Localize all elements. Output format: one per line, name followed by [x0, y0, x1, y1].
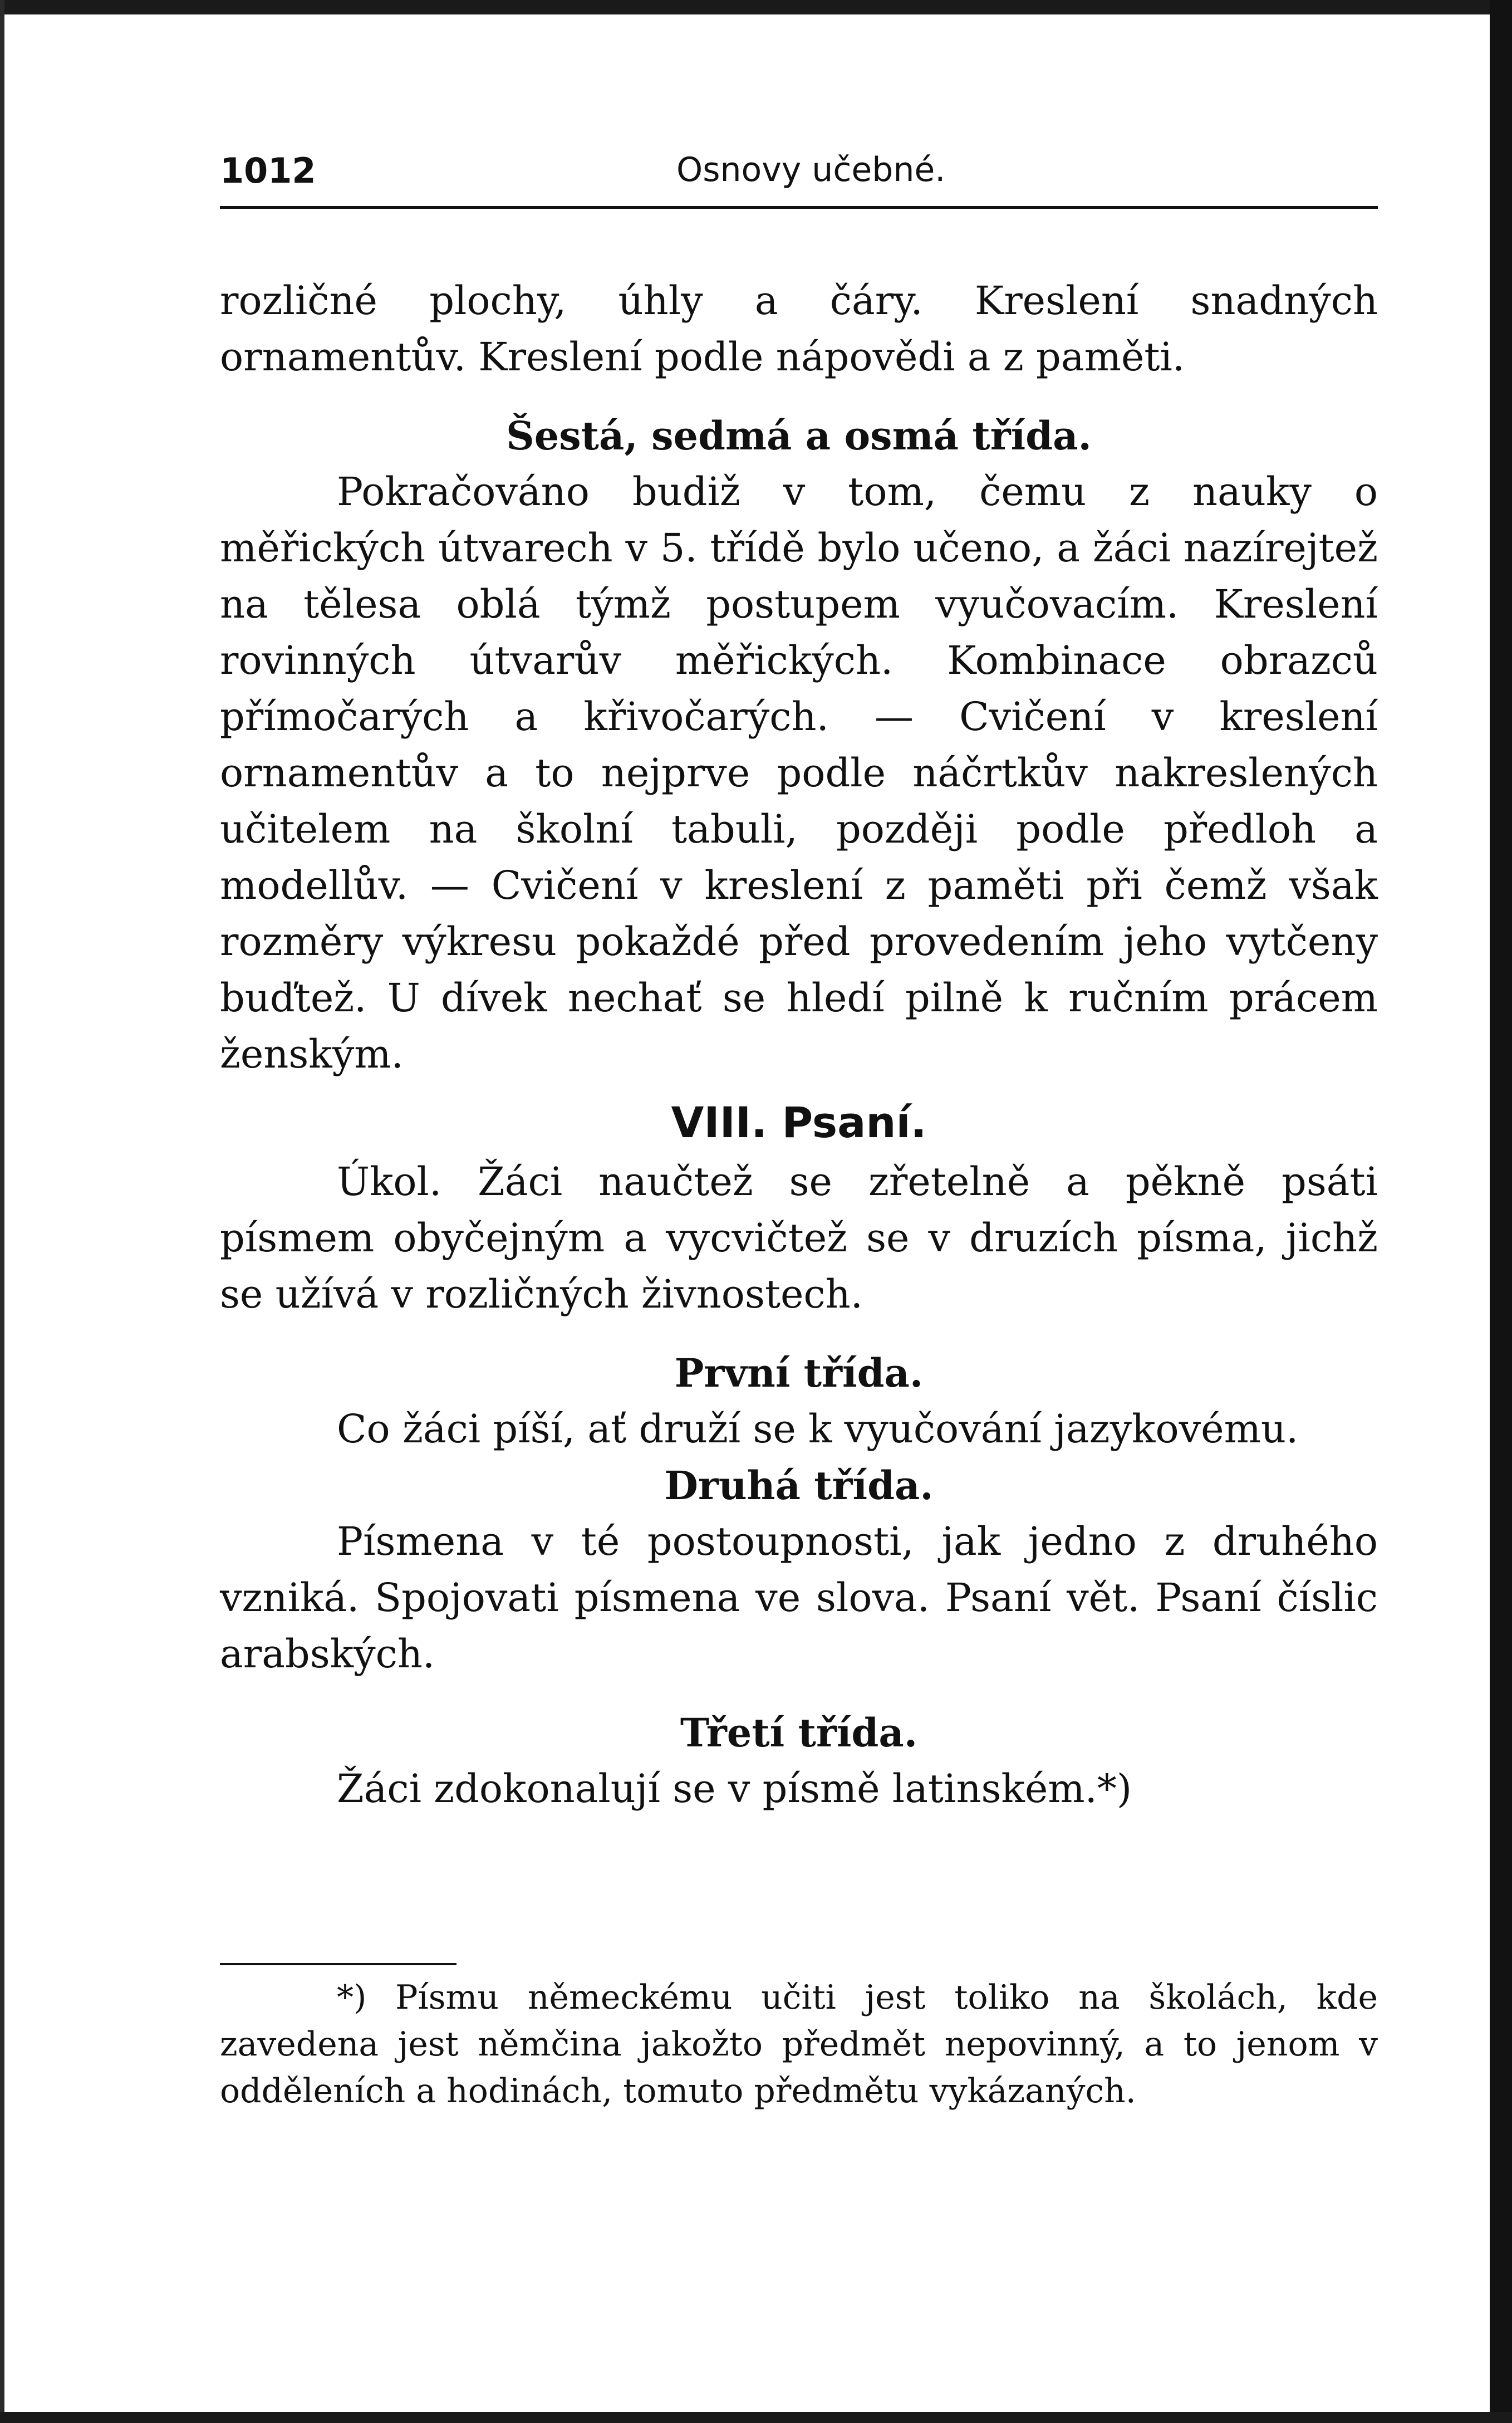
page-number: 1012 [220, 150, 316, 191]
paragraph-task: Úkol. Žáci naučtež se zřetelně a pěkně psáti písmem obyčejným a vycvičtež se v druzích písma, jichž se užívá v rozličných živnostech. [220, 1159, 1378, 1317]
paragraph-continued: rozličné plochy, úhly a čáry. Kreslení snadných ornamentův. Kreslení podle nápovědi a z paměti. [220, 278, 1378, 380]
paragraph-grades-6-8: Pokračováno budiž v tom, čemu z nauky o měřických útvarech v 5. třídě bylo učeno, a žáci nazírejtež na tělesa oblá týmž postupem vyučovacím. Kreslení rovinných útvarův měřických. Kombinace obrazců přímočarých a křivočarých. — Cvičení v kreslení ornamentův a to nejprve podle náčrtkův nakreslených učitelem na školní tabuli, později podle předloh a modellův. — Cvičení v kreslení z paměti při čemž však rozměry výkresu pokaždé před provedením jeho vytčeny buďtež. U dívek nechať se hledí pilně k ručním prácem ženským. [220, 469, 1378, 1077]
scan-border-bottom [0, 2412, 1512, 2423]
footnote-rule [220, 1963, 456, 1965]
paragraph-grade-3: Žáci zdokonalují se v písmě latinském.*) [337, 1766, 1132, 1812]
subheading-grade-2: Druhá třída. [664, 1462, 934, 1509]
header-rule [220, 206, 1378, 209]
scan-border-left [0, 0, 4, 2423]
subheading-grade-1: První třída. [674, 1350, 924, 1396]
page-body [220, 273, 1378, 1817]
section-heading-writing: VIII. Psaní. [671, 1098, 927, 1147]
subheading-grades-6-8: Šestá, sedmá a osmá třída. [506, 413, 1092, 459]
scan-border-right [1490, 0, 1512, 2423]
page-header [220, 150, 1378, 195]
footnote-text: *) Písmu německému učiti jest toliko na školách, kde zavedena jest němčina jakožto předmět nepovinný, a to jenom v odděleních a hodinách, tomuto předmětu vykázaných. [220, 1978, 1378, 2111]
footnote [220, 1974, 1378, 2114]
running-title: Osnovy učebné. [676, 150, 946, 189]
paragraph-grade-2: Písmena v té postoupnosti, jak jedno z druhého vzniká. Spojovati písmena ve slova. Psaní vět. Psaní číslic arabských. [220, 1519, 1378, 1677]
paragraph-grade-1: Co žáci píší, ať druží se k vyučování jazykovému. [337, 1406, 1299, 1452]
scan-border-top [0, 0, 1512, 14]
subheading-grade-3: Třetí třída. [680, 1710, 918, 1756]
